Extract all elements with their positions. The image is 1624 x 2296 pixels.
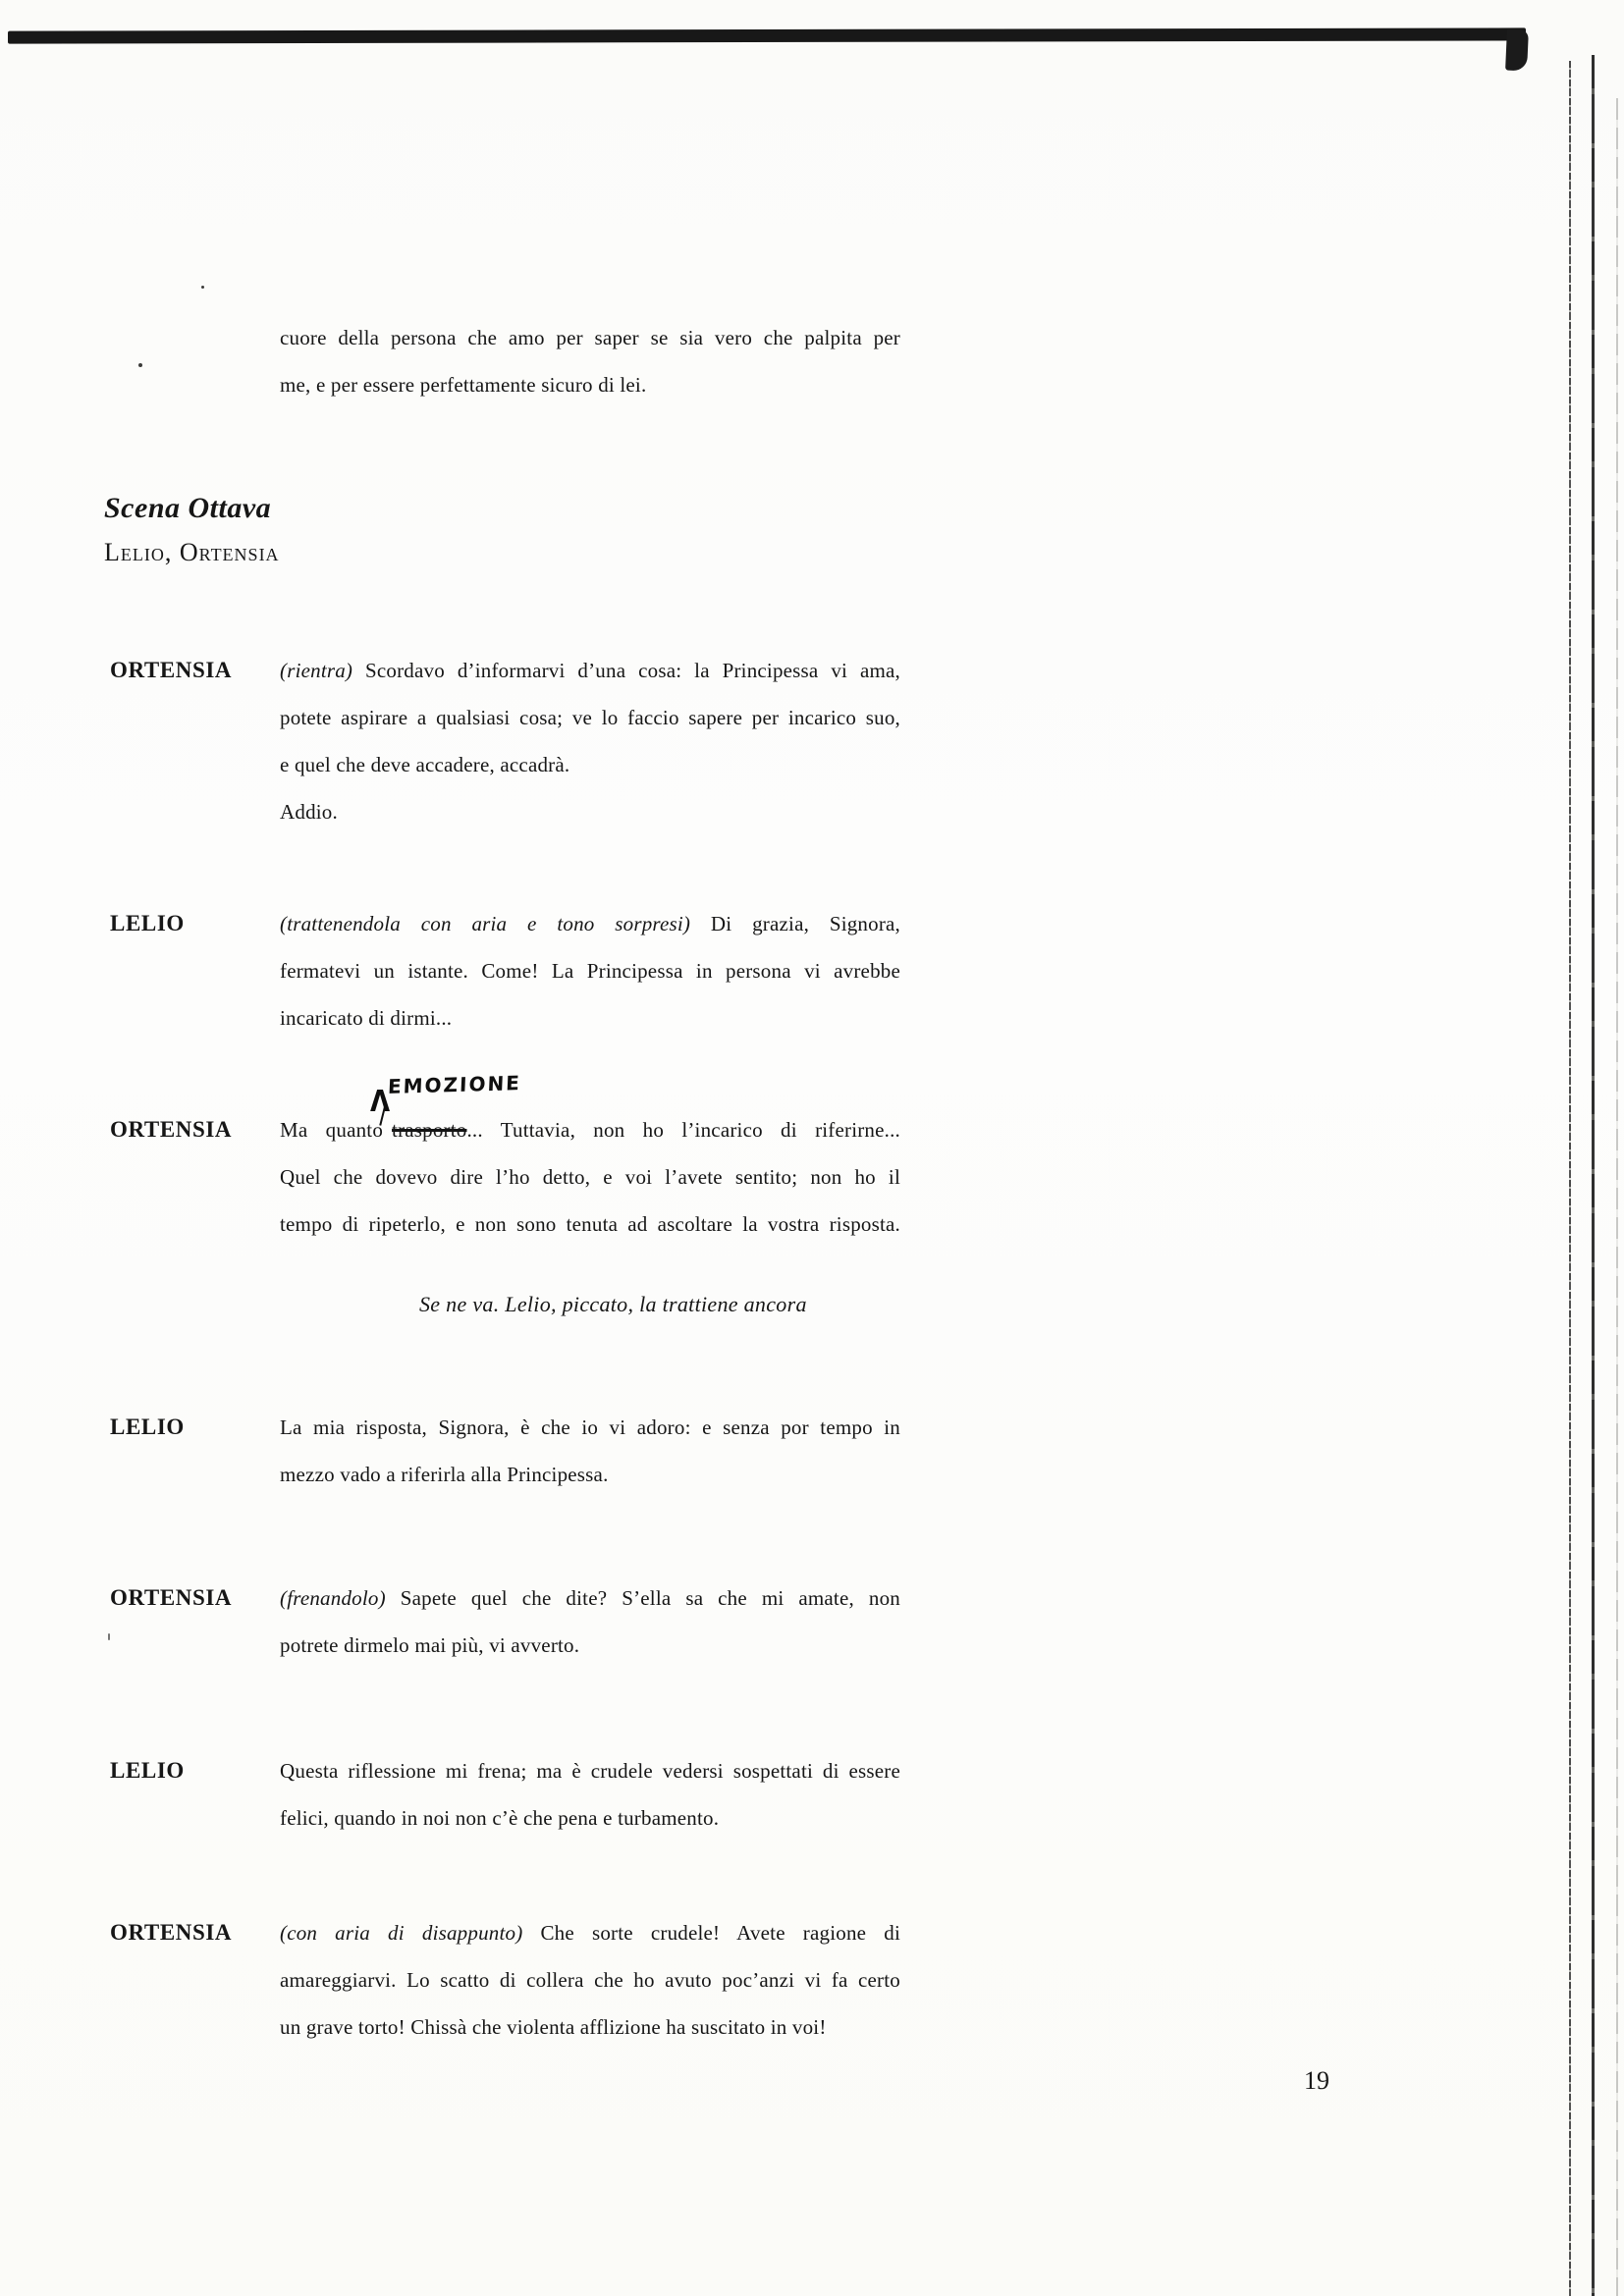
scan-book-edge-line <box>1569 61 1571 2296</box>
speaker-label: ORTENSIA <box>110 1920 233 1945</box>
dialog-line: un grave torto! Chissà che violenta afflizione ha suscitato in voi! <box>280 2015 827 2039</box>
page-number: 19 <box>1304 2066 1329 2095</box>
dialog-line: incaricato di dirmi... <box>280 1006 453 1030</box>
dialog-text <box>280 1575 900 1669</box>
dialog-line-text: Sapete quel che dite? S’ella sa che mi amate, non <box>385 1586 900 1610</box>
stage-direction: Se ne va. Lelio, piccato, la trattiene ancora <box>419 1292 807 1316</box>
dialog-line: fermatevi un istante. Come! La Principessa in persona vi avrebbe <box>280 959 900 983</box>
dialog-line: potrete dirmelo mai più, vi avverto. <box>280 1633 580 1657</box>
dialog-line-text: Ma quant <box>280 1118 373 1142</box>
dialog-text <box>280 1404 900 1498</box>
dialog-text <box>280 1071 901 1248</box>
speaker-label: ORTENSIA <box>110 658 233 682</box>
dialog-line: amareggiarvi. Lo scatto di collera che ho avuto poc’anzi vi fa certo <box>280 1968 900 1992</box>
scribbled-letter: o <box>372 1106 383 1153</box>
dialog-line: Quel che dovevo dire l’ho detto, e voi l’avete sentito; non ho il <box>280 1165 900 1189</box>
speaker-label: LELIO <box>110 1758 185 1783</box>
dialog-line: Questa riflessione mi frena; ma è crudele vedersi sospettati di essere <box>280 1759 900 1783</box>
dialog-text <box>280 647 900 835</box>
opening-paragraph <box>280 314 900 408</box>
cast-list: Lelio, Ortensia <box>104 538 280 566</box>
scan-top-bar-corner-artifact <box>1505 29 1529 72</box>
inline-stage-direction: (con aria di disappunto) <box>280 1921 523 1945</box>
struck-through-word: trasporto <box>392 1118 467 1142</box>
caret-insertion-mark-icon: Λ <box>370 1085 391 1120</box>
paragraph-line: me, e per essere perfettamente sicuro di lei. <box>280 373 647 397</box>
inline-stage-direction: (rientra) <box>280 659 353 682</box>
dialog-line-text: Di grazia, Signora, <box>690 912 901 935</box>
dialog-line-text: Scordavo d’informarvi d’una cosa: la Principessa vi ama, <box>352 659 900 682</box>
handwritten-annotation: EMOZIONE <box>387 1071 522 1098</box>
dialog-line: Addio. <box>280 800 338 824</box>
dialog-text <box>280 1747 900 1842</box>
dialog-line <box>280 1909 900 1956</box>
dialog-line: potete aspirare a qualsiasi cosa; ve lo faccio sapere per incarico suo, <box>280 706 900 729</box>
dialog-line: mezzo vado a riferirla alla Principessa. <box>280 1463 609 1486</box>
dialog-line-text: Che sorte crudele! Avete ragione di <box>522 1921 900 1945</box>
scan-speck <box>108 1633 110 1640</box>
scan-speck <box>201 286 204 289</box>
scan-top-bar-artifact <box>8 27 1526 43</box>
dialog-line <box>280 1071 901 1153</box>
paragraph-line: cuore della persona che amo per saper se sia vero che palpita per <box>280 326 900 349</box>
corrected-word-wrap <box>370 1071 522 1153</box>
speaker-label: LELIO <box>110 911 185 935</box>
speaker-label: LELIO <box>110 1415 185 1439</box>
dialog-line: e quel che deve accadere, accadrà. <box>280 753 570 776</box>
inline-stage-direction: (trattenendola con aria e tono sorpresi) <box>280 912 691 935</box>
dialog-line: La mia risposta, Signora, è che io vi adoro: e senza por tempo in <box>280 1415 900 1439</box>
speaker-label: ORTENSIA <box>110 1117 233 1142</box>
dialog-line <box>280 900 900 947</box>
inline-stage-direction: (frenandolo) <box>280 1586 386 1610</box>
dialog-line <box>280 647 900 694</box>
dialog-text <box>280 1909 900 2051</box>
dialog-line <box>280 1575 900 1622</box>
scene-heading: Scena Ottava <box>104 492 272 524</box>
dialog-line: tempo di ripeterlo, e non sono tenuta ad ascoltare la vostra risposta. <box>280 1212 900 1236</box>
dialog-line: felici, quando in noi non c’è che pena e turbamento. <box>280 1806 720 1830</box>
dialog-line-text: ... Tuttavia, non ho l’incarico di riferirne... <box>466 1118 901 1142</box>
scan-speck <box>138 363 142 367</box>
dialog-text <box>280 900 900 1041</box>
scan-book-edge-line <box>1616 98 1618 2296</box>
speaker-label: ORTENSIA <box>110 1585 233 1610</box>
scan-book-edge-line <box>1592 55 1595 2296</box>
